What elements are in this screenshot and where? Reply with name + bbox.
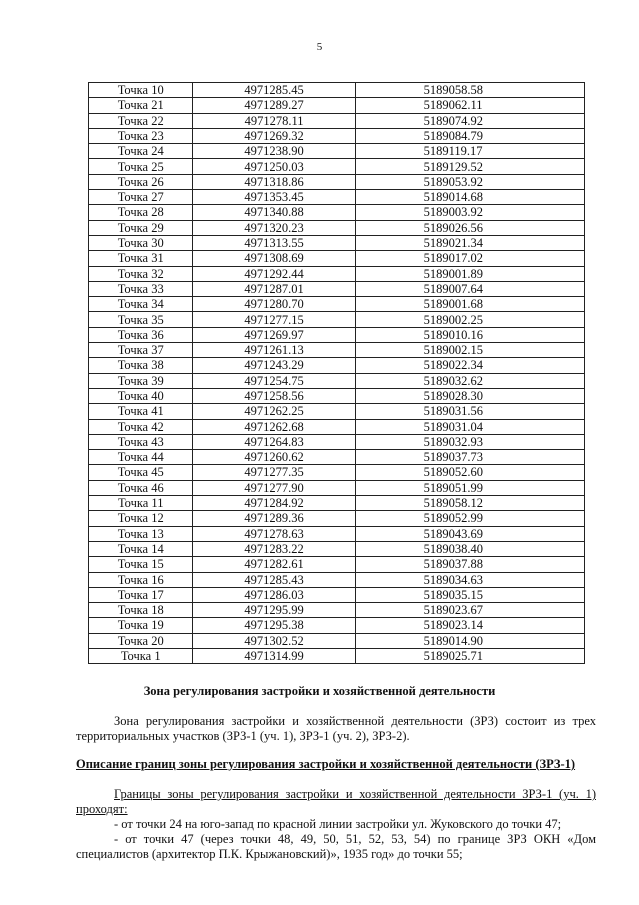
- x-coordinate-cell: 4971289.36: [193, 511, 355, 526]
- point-name-cell: Точка 18: [89, 603, 193, 618]
- y-coordinate-cell: 5189031.04: [355, 419, 584, 434]
- point-name-cell: Точка 45: [89, 465, 193, 480]
- table-row: [89, 174, 585, 189]
- x-coordinate-cell: 4971277.90: [193, 480, 355, 495]
- y-coordinate-cell: 5189052.60: [355, 465, 584, 480]
- table-row: [89, 480, 585, 495]
- y-coordinate-cell: 5189001.68: [355, 297, 584, 312]
- point-name-cell: Точка 38: [89, 358, 193, 373]
- x-coordinate-cell: 4971277.15: [193, 312, 355, 327]
- y-coordinate-cell: 5189119.17: [355, 144, 584, 159]
- x-coordinate-cell: 4971284.92: [193, 496, 355, 511]
- x-coordinate-cell: 4971353.45: [193, 190, 355, 205]
- y-coordinate-cell: 5189014.68: [355, 190, 584, 205]
- x-coordinate-cell: 4971286.03: [193, 587, 355, 602]
- table-row: [89, 465, 585, 480]
- point-name-cell: Точка 25: [89, 159, 193, 174]
- table-row: [89, 648, 585, 663]
- y-coordinate-cell: 5189062.11: [355, 98, 584, 113]
- x-coordinate-cell: 4971320.23: [193, 220, 355, 235]
- table-row: [89, 388, 585, 403]
- x-coordinate-cell: 4971250.03: [193, 159, 355, 174]
- point-name-cell: Точка 23: [89, 128, 193, 143]
- x-coordinate-cell: 4971238.90: [193, 144, 355, 159]
- point-name-cell: Точка 21: [89, 98, 193, 113]
- x-coordinate-cell: 4971295.99: [193, 603, 355, 618]
- point-name-cell: Точка 37: [89, 343, 193, 358]
- x-coordinate-cell: 4971258.56: [193, 388, 355, 403]
- table-row: [89, 266, 585, 281]
- table-row: [89, 128, 585, 143]
- x-coordinate-cell: 4971313.55: [193, 235, 355, 250]
- point-name-cell: Точка 39: [89, 373, 193, 388]
- table-row: [89, 587, 585, 602]
- y-coordinate-cell: 5189032.93: [355, 434, 584, 449]
- y-coordinate-cell: 5189028.30: [355, 388, 584, 403]
- point-name-cell: Точка 32: [89, 266, 193, 281]
- point-name-cell: Точка 44: [89, 450, 193, 465]
- y-coordinate-cell: 5189035.15: [355, 587, 584, 602]
- table-row: [89, 541, 585, 556]
- y-coordinate-cell: 5189038.40: [355, 541, 584, 556]
- y-coordinate-cell: 5189084.79: [355, 128, 584, 143]
- x-coordinate-cell: 4971261.13: [193, 343, 355, 358]
- x-coordinate-cell: 4971340.88: [193, 205, 355, 220]
- point-name-cell: Точка 13: [89, 526, 193, 541]
- table-row: [89, 251, 585, 266]
- point-name-cell: Точка 46: [89, 480, 193, 495]
- table-row: [89, 159, 585, 174]
- table-row: [89, 327, 585, 342]
- y-coordinate-cell: 5189052.99: [355, 511, 584, 526]
- y-coordinate-cell: 5189032.62: [355, 373, 584, 388]
- point-name-cell: Точка 10: [89, 83, 193, 98]
- y-coordinate-cell: 5189037.73: [355, 450, 584, 465]
- y-coordinate-cell: 5189007.64: [355, 281, 584, 296]
- point-name-cell: Точка 33: [89, 281, 193, 296]
- x-coordinate-cell: 4971278.11: [193, 113, 355, 128]
- point-name-cell: Точка 26: [89, 174, 193, 189]
- y-coordinate-cell: 5189037.88: [355, 557, 584, 572]
- x-coordinate-cell: 4971314.99: [193, 648, 355, 663]
- y-coordinate-cell: 5189025.71: [355, 648, 584, 663]
- y-coordinate-cell: 5189017.02: [355, 251, 584, 266]
- table-row: [89, 205, 585, 220]
- y-coordinate-cell: 5189034.63: [355, 572, 584, 587]
- table-row: [89, 404, 585, 419]
- page-number: 5: [316, 41, 323, 53]
- x-coordinate-cell: 4971264.83: [193, 434, 355, 449]
- boundary-item-1: - от точки 24 на юго-запад по красной линии застройки ул. Жуковского до точки 47;: [114, 817, 562, 831]
- y-coordinate-cell: 5189002.25: [355, 312, 584, 327]
- x-coordinate-cell: 4971269.97: [193, 327, 355, 342]
- coordinates-table: [88, 82, 585, 664]
- y-coordinate-cell: 5189010.16: [355, 327, 584, 342]
- x-coordinate-cell: 4971282.61: [193, 557, 355, 572]
- table-row: [89, 618, 585, 633]
- point-name-cell: Точка 35: [89, 312, 193, 327]
- y-coordinate-cell: 5189051.99: [355, 480, 584, 495]
- table-row: [89, 113, 585, 128]
- point-name-cell: Точка 36: [89, 327, 193, 342]
- zone-heading: Зона регулирования застройки и хозяйственной деятельности: [143, 684, 496, 698]
- y-coordinate-cell: 5189129.52: [355, 159, 584, 174]
- point-name-cell: Точка 19: [89, 618, 193, 633]
- y-coordinate-cell: 5189014.90: [355, 633, 584, 648]
- point-name-cell: Точка 27: [89, 190, 193, 205]
- point-name-cell: Точка 29: [89, 220, 193, 235]
- table-row: [89, 633, 585, 648]
- y-coordinate-cell: 5189023.14: [355, 618, 584, 633]
- table-row: [89, 434, 585, 449]
- point-name-cell: Точка 40: [89, 388, 193, 403]
- table-row: [89, 312, 585, 327]
- boundaries-paragraph-text: Границы зоны регулирования застройки и хозяйственной деятельности ЗРЗ-1 (уч. 1) проходят:: [76, 787, 596, 816]
- table-row: [89, 190, 585, 205]
- table-row: [89, 496, 585, 511]
- table-row: [89, 235, 585, 250]
- x-coordinate-cell: 4971262.68: [193, 419, 355, 434]
- table-row: [89, 511, 585, 526]
- point-name-cell: Точка 34: [89, 297, 193, 312]
- point-name-cell: Точка 17: [89, 587, 193, 602]
- table-row: [89, 603, 585, 618]
- y-coordinate-cell: 5189031.56: [355, 404, 584, 419]
- point-name-cell: Точка 42: [89, 419, 193, 434]
- table-row: [89, 373, 585, 388]
- x-coordinate-cell: 4971283.22: [193, 541, 355, 556]
- zone-paragraph: Зона регулирования застройки и хозяйственной деятельности (ЗРЗ) состоит из трех территориальных участков (ЗРЗ-1 (уч. 1), ЗРЗ-1 (уч. 2), ЗРЗ-2).: [76, 714, 596, 743]
- point-name-cell: Точка 11: [89, 496, 193, 511]
- table-row: [89, 281, 585, 296]
- point-name-cell: Точка 43: [89, 434, 193, 449]
- point-name-cell: Точка 1: [89, 648, 193, 663]
- x-coordinate-cell: 4971302.52: [193, 633, 355, 648]
- x-coordinate-cell: 4971289.27: [193, 98, 355, 113]
- boundaries-heading: Описание границ зоны регулирования застройки и хозяйственной деятельности (ЗРЗ-1): [76, 757, 576, 771]
- point-name-cell: Точка 14: [89, 541, 193, 556]
- x-coordinate-cell: 4971285.45: [193, 83, 355, 98]
- table-row: [89, 98, 585, 113]
- table-row: [89, 297, 585, 312]
- point-name-cell: Точка 12: [89, 511, 193, 526]
- table-row: [89, 526, 585, 541]
- y-coordinate-cell: 5189023.67: [355, 603, 584, 618]
- table-row: [89, 358, 585, 373]
- x-coordinate-cell: 4971280.70: [193, 297, 355, 312]
- x-coordinate-cell: 4971262.25: [193, 404, 355, 419]
- x-coordinate-cell: 4971278.63: [193, 526, 355, 541]
- point-name-cell: Точка 28: [89, 205, 193, 220]
- y-coordinate-cell: 5189021.34: [355, 235, 584, 250]
- y-coordinate-cell: 5189003.92: [355, 205, 584, 220]
- x-coordinate-cell: 4971269.32: [193, 128, 355, 143]
- table-row: [89, 343, 585, 358]
- y-coordinate-cell: 5189058.58: [355, 83, 584, 98]
- x-coordinate-cell: 4971287.01: [193, 281, 355, 296]
- x-coordinate-cell: 4971260.62: [193, 450, 355, 465]
- table-row: [89, 419, 585, 434]
- point-name-cell: Точка 22: [89, 113, 193, 128]
- x-coordinate-cell: 4971295.38: [193, 618, 355, 633]
- boundary-item-2: - от точки 47 (через точки 48, 49, 50, 51, 52, 53, 54) по границе ЗРЗ ОКН «Дом специалистов (архитектор П.К. Крыжановский)», 1935 год» до точки 55;: [76, 832, 596, 861]
- table-row: [89, 450, 585, 465]
- point-name-cell: Точка 15: [89, 557, 193, 572]
- table-row: [89, 220, 585, 235]
- boundaries-paragraph: [76, 787, 596, 817]
- x-coordinate-cell: 4971243.29: [193, 358, 355, 373]
- x-coordinate-cell: 4971277.35: [193, 465, 355, 480]
- y-coordinate-cell: 5189026.56: [355, 220, 584, 235]
- x-coordinate-cell: 4971318.86: [193, 174, 355, 189]
- table-row: [89, 557, 585, 572]
- y-coordinate-cell: 5189001.89: [355, 266, 584, 281]
- y-coordinate-cell: 5189043.69: [355, 526, 584, 541]
- point-name-cell: Точка 30: [89, 235, 193, 250]
- point-name-cell: Точка 41: [89, 404, 193, 419]
- y-coordinate-cell: 5189002.15: [355, 343, 584, 358]
- x-coordinate-cell: 4971292.44: [193, 266, 355, 281]
- y-coordinate-cell: 5189074.92: [355, 113, 584, 128]
- table-row: [89, 83, 585, 98]
- table-row: [89, 572, 585, 587]
- y-coordinate-cell: 5189058.12: [355, 496, 584, 511]
- point-name-cell: Точка 24: [89, 144, 193, 159]
- point-name-cell: Точка 20: [89, 633, 193, 648]
- x-coordinate-cell: 4971254.75: [193, 373, 355, 388]
- point-name-cell: Точка 16: [89, 572, 193, 587]
- table-row: [89, 144, 585, 159]
- y-coordinate-cell: 5189053.92: [355, 174, 584, 189]
- y-coordinate-cell: 5189022.34: [355, 358, 584, 373]
- x-coordinate-cell: 4971285.43: [193, 572, 355, 587]
- point-name-cell: Точка 31: [89, 251, 193, 266]
- x-coordinate-cell: 4971308.69: [193, 251, 355, 266]
